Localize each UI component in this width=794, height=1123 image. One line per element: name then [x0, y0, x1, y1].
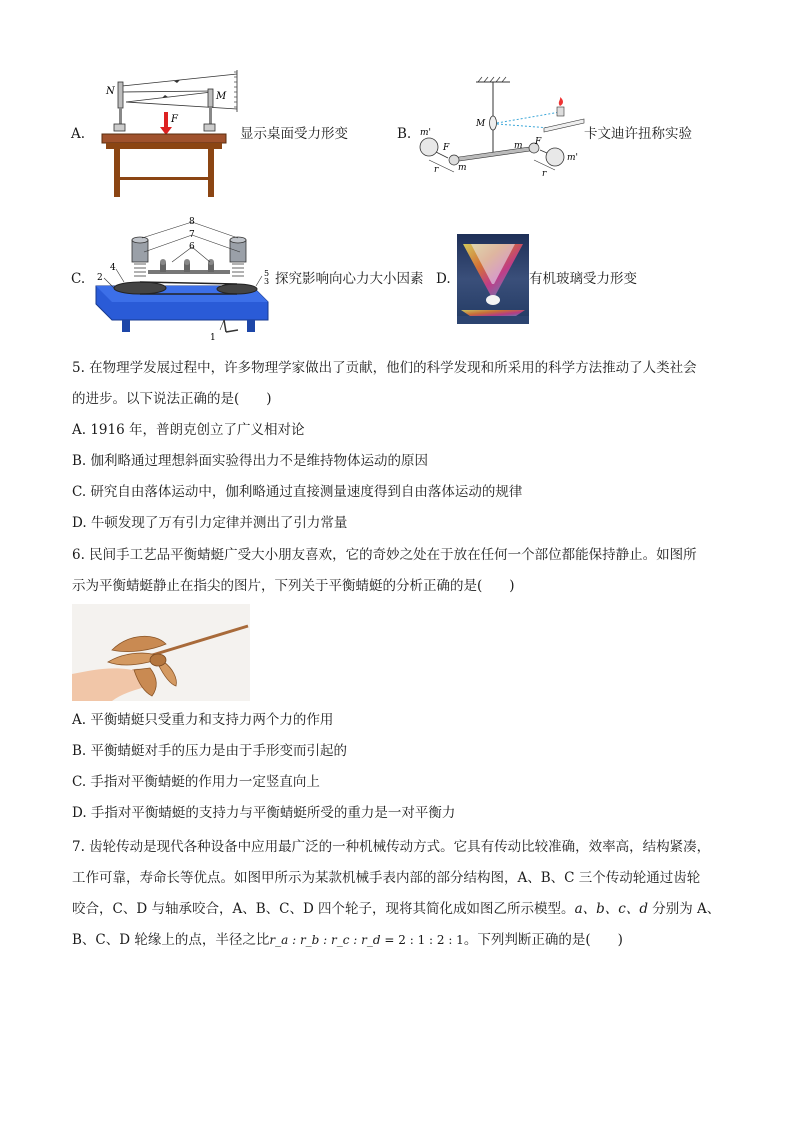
q7-ratio-lhs: r_a : r_b : r_c : r_d [269, 933, 381, 947]
q7-line3 [72, 894, 742, 925]
q4-option-d-letter: D. [436, 271, 451, 287]
q6-stem-line1: 6. 民间手工艺品平衡蜻蜓广受大小朋友喜欢，它的奇妙之处在于放在任何一个部位都能保持静止。如图所 [72, 547, 697, 563]
q5-option-c: C. 研究自由落体运动中，伽利略通过直接测量速度得到自由落体运动的规律 [72, 484, 523, 500]
q7-line3-tail: 分别为 A、 [647, 901, 721, 917]
q5-option-d: D. 牛顿发现了万有引力定律并测出了引力常量 [72, 515, 348, 531]
q5-stem-line2: 的进步。以下说法正确的是( ) [72, 391, 272, 407]
q4-option-c-letter: C. [71, 271, 86, 287]
q5-stem [72, 353, 732, 539]
fig-a-label-n: N [106, 86, 115, 97]
q6-option-d: D. 手指对平衡蜻蜓的支持力与平衡蜻蜓所受的重力是一对平衡力 [72, 805, 456, 821]
fig-b-label-f-left: F [443, 143, 450, 153]
fig-b-label-f-right: F [535, 137, 542, 147]
q5-stem-line1: 5. 在物理学发展过程中，许多物理学家做出了贡献，他们的科学发现和所采用的科学方法推动了人类社会 [72, 360, 697, 376]
q4-option-c-figure [92, 216, 274, 344]
q7-line1: 7. 齿轮传动是现代各种设备中应用最广泛的一种机械传动方式。它具有传动比较准确，效率高，结构紧凑， [72, 839, 711, 855]
q5-option-a: A. 1916 年，普朗克创立了广义相对论 [72, 422, 305, 438]
q6-stem-line2: 示为平衡蜻蜓静止在指尖的图片，下列关于平衡蜻蜓的分析正确的是( ) [72, 578, 515, 594]
fig-c-label-6: 6 [189, 242, 195, 252]
fig-b-label-M: M [476, 119, 486, 129]
fig-c-label-8: 8 [189, 217, 195, 227]
fig-b-label-r-left: r [434, 165, 439, 175]
q4-option-b-caption: 卡文迪许扭称实验 [584, 126, 692, 142]
q6-stem [72, 540, 732, 602]
fig-c-label-4: 4 [110, 263, 116, 273]
fig-c-label-1: 1 [210, 333, 216, 343]
fig-c-label-2: 2 [97, 273, 103, 283]
q6-options [72, 705, 732, 829]
q7-line3-text: 咬合，C、D 与轴承咬合，A、B、C、D 四个轮子，现将其简化成如图乙所示模型。 [72, 901, 575, 917]
q7-line4-text: B、C、D 轮缘上的点，半径之比 [72, 932, 270, 948]
q7-points-list: a、b、c、d [574, 901, 648, 917]
fig-c-label-5: 5 [264, 269, 270, 278]
q6-option-c: C. 手指对平衡蜻蜓的作用力一定竖直向上 [72, 774, 320, 790]
q7-line4-tail: 。下列判断正确的是( ) [463, 932, 623, 948]
fig-c-label-7: 7 [189, 230, 195, 240]
q7-stem [72, 832, 742, 956]
fig-a-label-m: M [216, 91, 227, 102]
fig-c-label-3: 3 [264, 277, 270, 286]
q4-option-a-letter: A. [71, 126, 86, 142]
fig-b-label-m-left: m [458, 163, 467, 173]
q6-option-a: A. 平衡蜻蜓只受重力和支持力两个力的作用 [72, 712, 334, 728]
fig-a-label-f: F [171, 114, 178, 125]
q7-line2: 工作可靠，寿命长等优点。如图甲所示为某款机械手表内部的部分结构图，A、B、C 三个传动轮通过齿轮 [72, 870, 701, 886]
q6-option-b: B. 平衡蜻蜓对手的压力是由于手形变而引起的 [72, 743, 348, 759]
q4-option-b-letter: B. [397, 126, 412, 142]
q4-option-a-figure [96, 64, 242, 198]
fig-b-label-m-right: m [514, 141, 523, 151]
q4-option-c-caption: 探究影响向心力大小因素 [275, 271, 424, 287]
q7-line4 [72, 925, 742, 956]
q6-dragonfly-photo [72, 604, 250, 701]
q4-option-a-caption: 显示桌面受力形变 [240, 126, 348, 142]
q4-option-d-caption: 有机玻璃受力形变 [529, 271, 637, 287]
fig-b-label-mprime-right: m' [567, 153, 579, 163]
q4-option-b-figure [412, 72, 592, 182]
fig-b-label-r-right: r [542, 169, 547, 179]
q4-option-d-photo [457, 234, 529, 324]
fig-b-label-mprime-left: m' [420, 128, 432, 138]
q7-ratio-rhs: = 2 : 1 : 2 : 1 [380, 933, 464, 947]
q5-option-b: B. 伽利略通过理想斜面实验得出力不是维持物体运动的原因 [72, 453, 429, 469]
